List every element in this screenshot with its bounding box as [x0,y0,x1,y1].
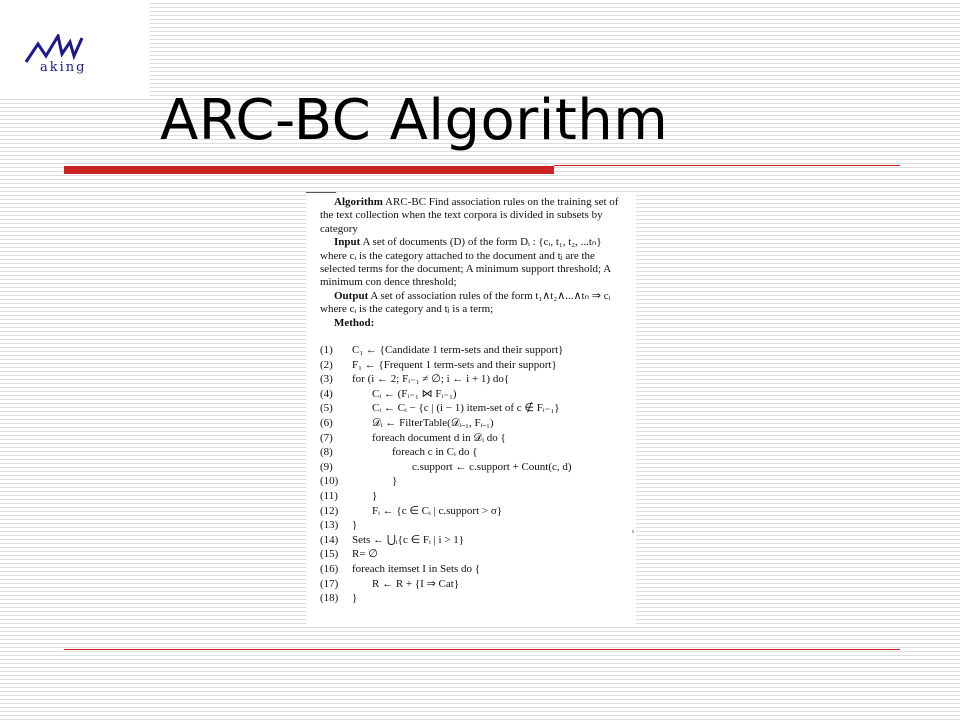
algorithm-lines [320,344,628,607]
code-line: (1) C₁ ← {Candidate 1 term-sets and their support} [320,344,564,357]
code-line: (12) Fᵢ ← {c ∈ Cᵢ | c.support > σ} [320,504,503,517]
code-line: (3) for (i ← 2; Fᵢ₋₁ ≠ ∅; i ← i + 1) do{ [320,373,510,386]
code-line: (14) Sets ← ⋃ᵢ{c ∈ Fᵢ | i > 1} [320,533,465,546]
code-line: (6) 𝒟ᵢ ← FilterTable(𝒟ᵢ₋₁, Fᵢ₋₁) [320,417,494,430]
scan-artifact [632,530,634,533]
logo-text: aking [40,60,87,75]
algorithm-method-label: Method: [334,316,375,329]
code-line: (16) foreach itemset I in Sets do { [320,562,481,575]
figure-top-rule [306,192,336,193]
algorithm-figure [306,192,636,626]
code-line: (7) foreach document d in 𝒟ᵢ do { [320,431,506,444]
code-line: (4) Cᵢ ← (Fᵢ₋₁ ⋈ Fᵢ₋₁) [320,387,457,400]
algorithm-output: Output A set of association rules of the form t₁∧t₂∧...∧tₙ ⇒ cᵢ where cᵢ is the category and tⱼ is a term; [320,289,611,316]
code-line: (17) R ← R + {I ⇒ Cat} [320,577,460,590]
code-line: (2) F₁ ← {Frequent 1 term-sets and their support} [320,358,557,371]
algorithm-input: Input A set of documents (D) of the form Dᵢ : {cᵢ, t₁, t₂, ...tₙ} where cᵢ is the category attached to the document and tⱼ are the selected terms for the document; A minimum support threshold; A minimum con dence threshold; [320,236,611,289]
code-line: (18) } [320,592,358,605]
code-line: (11) } [320,490,378,502]
algorithm-heading: Algorithm ARC-BC Find association rules on the training set of the text collection when the text corpora is divided in subsets by category [320,196,619,235]
code-line: (8) foreach c in Cᵢ do { [320,446,478,459]
code-line: (10) } [320,475,398,488]
code-line: (13) } [320,519,358,532]
code-line: (15) R= ∅ [320,548,378,561]
slide-title: ARC-BC Algorithm [160,88,669,153]
footer-rule [64,649,900,650]
code-line: (5) Cᵢ ← Cᵢ − {c | (i − 1) item-set of c ∉ Fᵢ₋₁} [320,402,560,415]
code-line: (9) c.support ← c.support + Count(c, d) [320,460,572,473]
title-underline-thin [554,165,900,166]
title-underline-thick [64,166,554,174]
